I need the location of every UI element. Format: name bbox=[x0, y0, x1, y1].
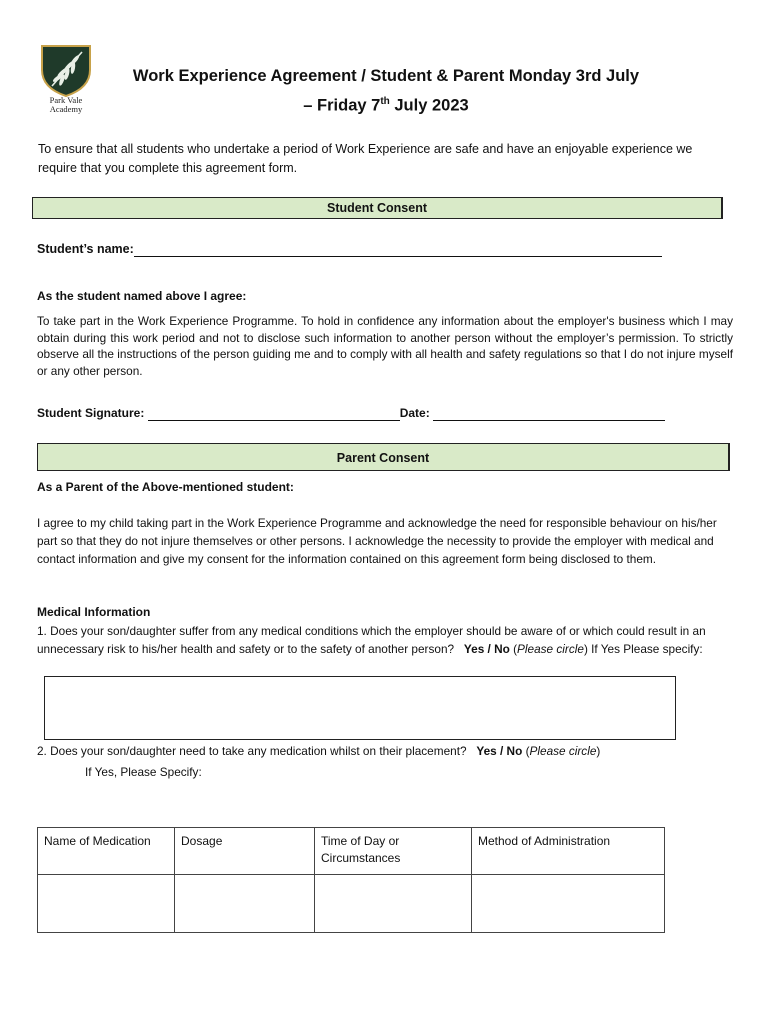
header-time-of-day: Time of Day or Circumstances bbox=[315, 828, 472, 875]
cell-time-of-day[interactable] bbox=[315, 875, 472, 933]
parent-agree-text: I agree to my child taking part in the Work Experience Programme and acknowledge the need for responsible behaviour on his/her part so that they do not injure themselves or other persons. I acknowledge the necessity to provide the employer with medical and contact information and give my consent for the information contained on this agreement form being disclosed to them. bbox=[37, 516, 717, 566]
cell-dosage[interactable] bbox=[175, 875, 315, 933]
header-name-of-medication: Name of Medication bbox=[38, 828, 175, 875]
q2-yes-no[interactable]: Yes / No bbox=[476, 744, 523, 758]
medical-heading: Medical Information bbox=[37, 605, 151, 619]
medical-conditions-box[interactable] bbox=[44, 676, 676, 740]
student-name-label: Student’s name: bbox=[37, 242, 134, 256]
student-consent-header: Student Consent bbox=[32, 197, 723, 219]
student-agree-heading: As the student named above I agree: bbox=[37, 289, 247, 303]
medical-question-1: 1. Does your son/daughter suffer from any medical conditions which the employer should be aware of or which could result in an unnecessary risk to his/her health and safety or to the safety of another person? Yes / No (Please circle) If Yes Please specify: bbox=[37, 624, 706, 656]
student-signature-row bbox=[37, 406, 665, 421]
medical-question-2: 2. Does your son/daughter need to take any medication whilst on their placement? Yes / No (Please circle) bbox=[37, 744, 601, 758]
header-method-of-administration: Method of Administration bbox=[472, 828, 665, 875]
page-title: Work Experience Agreement / Student & Parent Monday 3rd July – Friday 7th July 2023 bbox=[132, 67, 640, 115]
intro-text: To ensure that all students who undertake a period of Work Experience are safe and have an enjoyable experience we require that you complete this agreement form. bbox=[38, 142, 693, 175]
signature-label: Student Signature: bbox=[37, 406, 145, 420]
student-agree-text: To take part in the Work Experience Programme. To hold in confidence any information about the employer's business which I may obtain during this work period and not to disclose such information to another person without the employer’s permission. To strictly observe all the instructions of the person guiding me and to comply with all health and safety regulations so that I do not injure myself or any other person. bbox=[37, 314, 733, 378]
leaf-shield-icon bbox=[38, 42, 94, 98]
date-label: Date: bbox=[399, 406, 430, 420]
cell-method[interactable] bbox=[472, 875, 665, 933]
student-name-field[interactable] bbox=[134, 242, 662, 257]
date-field[interactable] bbox=[433, 406, 665, 421]
q1-yes-no[interactable]: Yes / No bbox=[463, 642, 510, 656]
logo-caption: Park Vale Academy bbox=[49, 95, 83, 114]
signature-field[interactable] bbox=[148, 406, 400, 421]
cell-medication-name[interactable] bbox=[38, 875, 175, 933]
table-header-row bbox=[38, 828, 665, 875]
medication-table bbox=[37, 827, 665, 933]
parent-heading: As a Parent of the Above-mentioned student: bbox=[37, 480, 294, 494]
parent-consent-header: Parent Consent bbox=[37, 443, 730, 471]
student-name-row bbox=[37, 242, 662, 257]
table-row bbox=[38, 875, 665, 933]
medication-specify-label: If Yes, Please Specify: bbox=[85, 765, 202, 779]
header-dosage: Dosage bbox=[175, 828, 315, 875]
